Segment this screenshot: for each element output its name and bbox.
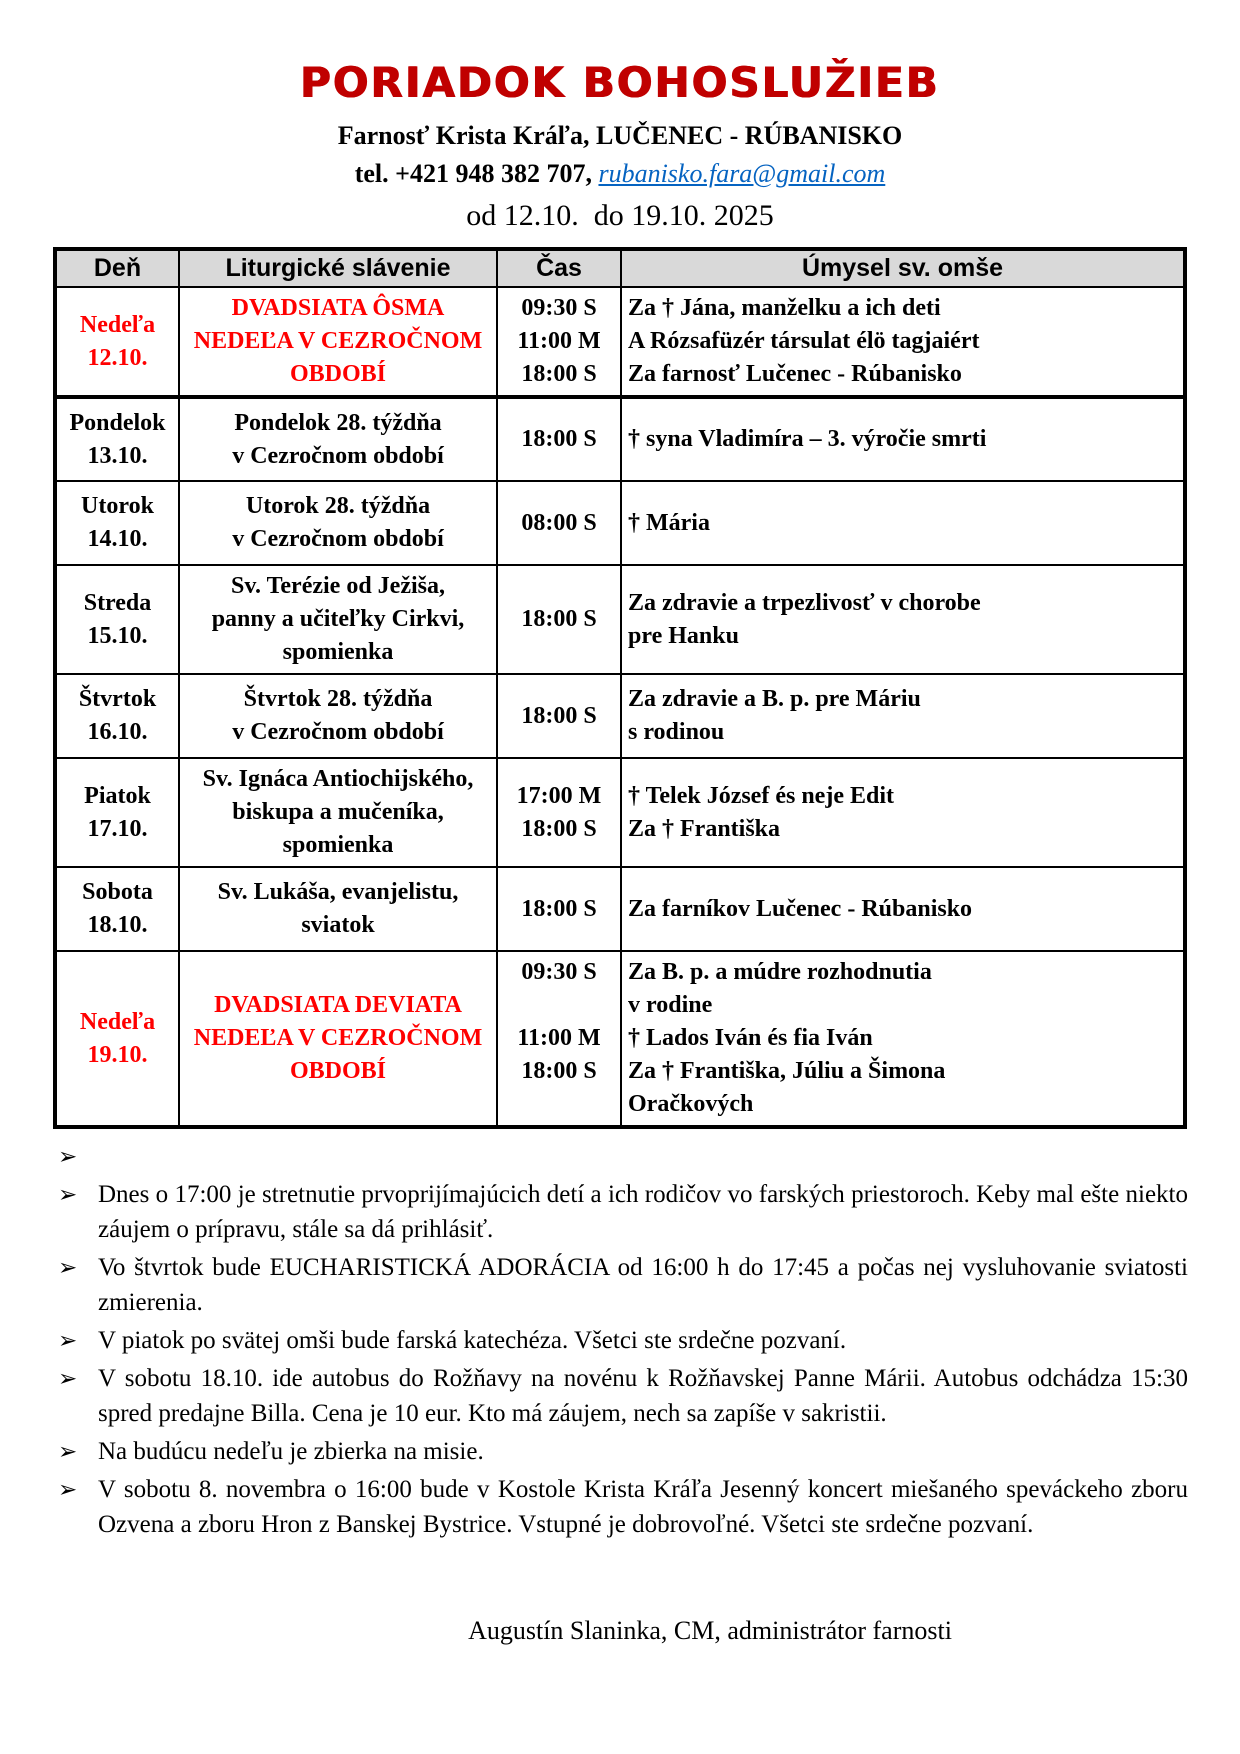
day-line: 15.10. — [87, 622, 148, 649]
intention-line: A Rózsafüzér társulat élö tagjaiért — [628, 328, 980, 354]
intention-line: Za B. p. a múdre rozhodnutia — [628, 959, 932, 985]
day-line: 14.10. — [87, 526, 148, 552]
time-line: 18:00 S — [521, 702, 597, 729]
arrow-bullet-icon: ➢ — [58, 1328, 78, 1353]
arrow-bullet-icon: ➢ — [58, 1182, 78, 1207]
table-body — [55, 287, 1185, 1127]
day-line: 13.10. — [87, 442, 148, 469]
time-cell — [497, 951, 621, 1127]
announcements-list — [52, 1139, 1188, 1542]
liturgy-line: biskupa a mučeníka, — [232, 799, 444, 825]
day-cell — [55, 397, 179, 481]
email-link[interactable]: rubanisko.fara@gmail.com — [598, 159, 886, 188]
time-line: 18:00 S — [521, 815, 597, 842]
liturgy-cell — [179, 674, 497, 758]
table-row — [55, 867, 1185, 951]
liturgy-line: DVADSIATA ÔSMA — [231, 295, 445, 321]
day-line: 16.10. — [87, 719, 148, 745]
table-row — [55, 397, 1185, 481]
time-line: 11:00 M — [517, 1025, 601, 1051]
intention-line: Za † Jána, manželku a ich deti — [628, 295, 941, 321]
table-row — [55, 565, 1185, 674]
intention-line: Za † Františka — [628, 815, 781, 842]
time-line — [504, 1088, 614, 1121]
liturgy-cell — [179, 758, 497, 867]
arrow-bullet-icon: ➢ — [58, 1439, 78, 1464]
mass-schedule-table — [53, 247, 1187, 1129]
list-item — [52, 1250, 1188, 1320]
liturgy-line: spomienka — [282, 832, 394, 858]
intention-line: pre Hanku — [628, 622, 739, 649]
administrator-signature: Augustín Slaninka, CM, administrátor farnosti — [468, 1616, 952, 1645]
intention-line: Za farníkov Lučenec - Rúbanisko — [628, 895, 973, 922]
day-line: Sobota — [82, 879, 153, 905]
day-cell — [55, 951, 179, 1127]
liturgy-cell — [179, 287, 497, 397]
table-row — [55, 674, 1185, 758]
intention-line: Za † Františka, Júliu a Šimona — [628, 1058, 946, 1084]
liturgy-cell — [179, 867, 497, 951]
intention-cell — [621, 565, 1185, 674]
date-range: od 12.10. do 19.10. 2025 — [466, 199, 774, 232]
column-header-day: Deň — [55, 249, 179, 287]
day-cell — [55, 758, 179, 867]
table-row — [55, 481, 1185, 565]
arrow-bullet-icon: ➢ — [58, 1255, 78, 1280]
day-cell — [55, 867, 179, 951]
announcement-text: Na budúcu nedeľu je zbierka na misie. — [98, 1438, 484, 1465]
time-line — [504, 989, 614, 1022]
document-header — [0, 0, 1240, 233]
table-header-row — [55, 249, 1185, 287]
announcement-text: Dnes o 17:00 je stretnutie prvoprijímajúcich detí a ich rodičov vo farských priestoroch. Keby mal ešte niekto záujem o prípravu, stále sa dá prihlásiť. — [98, 1181, 1188, 1243]
day-line: 19.10. — [87, 1041, 148, 1068]
day-line: Nedeľa — [79, 311, 156, 338]
liturgy-cell — [179, 481, 497, 565]
table-row — [55, 951, 1185, 1127]
time-cell — [497, 481, 621, 565]
announcement-text: V sobotu 8. novembra o 16:00 bude v Kostole Krista Kráľa Jesenný koncert miešaného speváckeho zboru Ozvena a zboru Hron z Banskej Bystrice. Vstupné je dobrovoľné. Všetci ste srdečne pozvaní. — [98, 1476, 1188, 1538]
list-item — [52, 1434, 1188, 1469]
time-line: 08:00 S — [521, 509, 597, 536]
liturgy-line: spomienka — [282, 639, 394, 665]
column-header-intention: Úmysel sv. omše — [621, 249, 1185, 287]
day-cell — [55, 287, 179, 397]
announcement-text: V sobotu 18.10. ide autobus do Rožňavy na novénu k Rožňavskej Panne Márii. Autobus odchádza 15:30 spred predajne Billa. Cena je 10 eur. Kto má záujem, nech sa zapíše v sakristii. — [98, 1365, 1188, 1427]
intention-cell — [621, 397, 1185, 481]
liturgy-cell — [179, 951, 497, 1127]
intention-cell — [621, 674, 1185, 758]
day-line: Pondelok — [69, 409, 166, 436]
liturgy-line: sviatok — [301, 912, 375, 938]
time-cell — [497, 867, 621, 951]
intention-line: † Mária — [628, 509, 710, 536]
day-line: Piatok — [84, 782, 151, 809]
liturgy-line: NEDEĽA V CEZROČNOM — [193, 1025, 483, 1051]
time-line: 18:00 S — [521, 606, 597, 632]
day-line: Nedeľa — [79, 1008, 156, 1035]
liturgy-line: OBDOBÍ — [289, 1058, 387, 1084]
intention-line: † Lados Iván és fia Iván — [628, 1025, 873, 1051]
time-cell — [497, 758, 621, 867]
intention-line: Oračkových — [628, 1091, 754, 1117]
time-line: 18:00 S — [521, 361, 597, 387]
intention-cell — [621, 481, 1185, 565]
liturgy-line: DVADSIATA DEVIATA — [214, 992, 462, 1018]
intention-cell — [621, 867, 1185, 951]
time-cell — [497, 397, 621, 481]
liturgy-line: v Cezročnom období — [232, 526, 444, 552]
list-item — [52, 1361, 1188, 1431]
list-item — [52, 1139, 1188, 1174]
liturgy-line: v Cezročnom období — [232, 719, 444, 745]
column-header-time: Čas — [497, 249, 621, 287]
liturgy-line: v Cezročnom období — [232, 442, 444, 469]
intention-line: Za farnosť Lučenec - Rúbanisko — [628, 361, 962, 387]
column-header-liturgy: Liturgické slávenie — [179, 249, 497, 287]
day-line: 17.10. — [87, 815, 148, 842]
time-cell — [497, 287, 621, 397]
arrow-bullet-icon: ➢ — [58, 1144, 78, 1169]
table-header — [55, 249, 1185, 287]
liturgy-line: NEDEĽA V CEZROČNOM — [193, 328, 483, 354]
arrow-bullet-icon: ➢ — [58, 1477, 78, 1502]
parish-name: Farnosť Krista Kráľa, LUČENEC - RÚBANISKO — [337, 121, 903, 150]
time-cell — [497, 674, 621, 758]
intention-line: † Telek József és neje Edit — [628, 782, 894, 809]
liturgy-cell — [179, 565, 497, 674]
day-cell — [55, 674, 179, 758]
liturgy-line: OBDOBÍ — [289, 361, 387, 387]
liturgy-line: Utorok 28. týždňa — [245, 493, 431, 519]
time-line: 17:00 M — [516, 782, 602, 809]
time-line: 11:00 M — [517, 328, 601, 354]
announcement-text — [98, 1139, 1188, 1174]
time-line: 09:30 S — [521, 959, 597, 985]
table-row — [55, 287, 1185, 397]
day-line: Štvrtok — [78, 686, 157, 712]
day-cell — [55, 565, 179, 674]
day-line: 12.10. — [87, 344, 148, 371]
time-line: 18:00 S — [521, 426, 597, 452]
phone-number: tel. +421 948 382 707, — [354, 159, 599, 188]
time-line: 18:00 S — [521, 895, 597, 922]
table-row — [55, 758, 1185, 867]
day-line: Streda — [83, 589, 152, 616]
intention-cell — [621, 951, 1185, 1127]
contact-line — [0, 159, 1240, 189]
liturgy-cell — [179, 397, 497, 481]
day-cell — [55, 481, 179, 565]
intention-line: Za zdravie a B. p. pre Máriu — [628, 686, 921, 712]
intention-line: Za zdravie a trpezlivosť v chorobe — [628, 589, 981, 616]
liturgy-line: Sv. Lukáša, evanjelistu, — [217, 879, 459, 905]
time-cell — [497, 565, 621, 674]
list-item — [52, 1177, 1188, 1247]
arrow-bullet-icon: ➢ — [58, 1366, 78, 1391]
day-line: 18.10. — [87, 912, 148, 938]
page-title: PORIADOK BOHOSLUŽIEB — [300, 58, 940, 107]
time-line: 18:00 S — [521, 1058, 597, 1084]
liturgy-line: Sv. Terézie od Ježiša, — [231, 573, 445, 599]
intention-line: v rodine — [628, 992, 713, 1018]
intention-cell — [621, 758, 1185, 867]
announcement-text: V piatok po svätej omši bude farská katechéza. Všetci ste srdečne pozvaní. — [98, 1327, 847, 1354]
liturgy-line: Sv. Ignáca Antiochijského, — [202, 766, 474, 792]
liturgy-line: panny a učiteľky Cirkvi, — [211, 606, 465, 632]
intention-line: s rodinou — [628, 719, 725, 745]
list-item — [52, 1323, 1188, 1358]
intention-line: † syna Vladimíra – 3. výročie smrti — [628, 426, 987, 452]
liturgy-line: Štvrtok 28. týždňa — [243, 686, 433, 712]
day-line: Utorok — [81, 493, 154, 519]
time-line: 09:30 S — [521, 295, 597, 321]
list-item — [52, 1472, 1188, 1542]
announcement-text: Vo štvrtok bude EUCHARISTICKÁ ADORÁCIA od 16:00 h do 17:45 a počas nej vysluhovanie sviatosti zmierenia. — [98, 1254, 1188, 1316]
intention-cell — [621, 287, 1185, 397]
liturgy-line: Pondelok 28. týždňa — [234, 409, 442, 436]
